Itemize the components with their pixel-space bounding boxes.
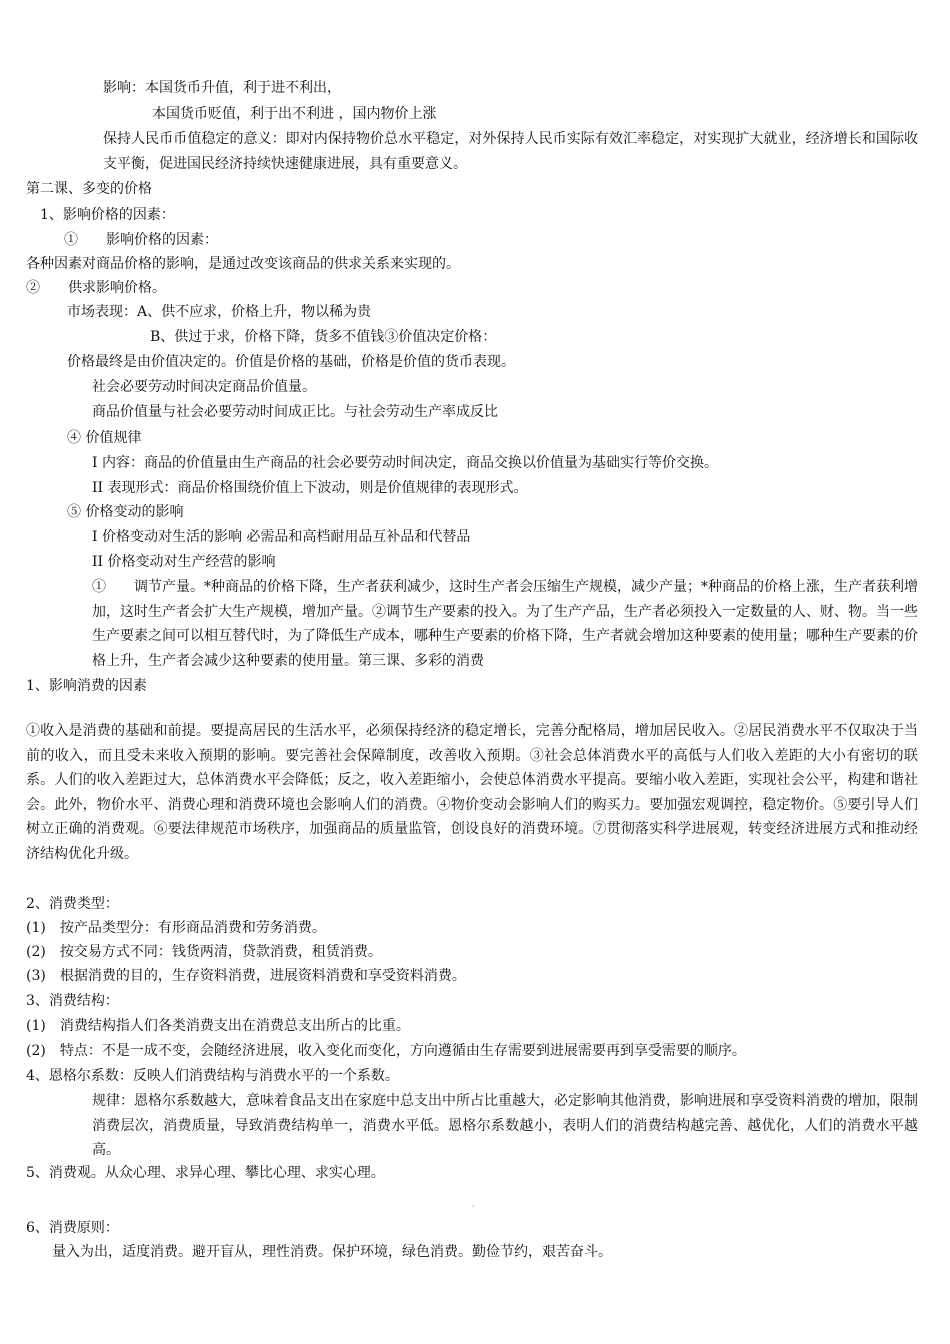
subheading: 4、恩格尔系数：反映人们消费结构与消费水平的一个系数。 [26,1068,399,1084]
text-line: 市场表现：A、供不应求，价格上升，物以稀为贵 [67,304,372,320]
list-item: (2) 按交易方式不同：钱货两清，贷款消费，租赁消费。 [26,944,382,960]
subheading: 1、影响消费的因素 [26,678,147,694]
text-line: I 价格变动对生活的影响 必需品和高档耐用品互补品和代替品 [92,529,471,545]
text-line: 各种因素对商品价格的影响，是通过改变该商品的供求关系来实现的。 [26,256,460,272]
paragraph: 规律：恩格尔系数越大，意味着食品支出在家庭中总支出中所占比重越大，必定影响其他消费，影响进展和享受资料消费的增加，限制消费层次，消费质量，导致消费结构单一，消费水平低。恩格尔系数越小，表明人们的消费结构越完善、越优化，人们的消费水平越高。 [92,1093,918,1158]
page-dot-mark: · [472,1202,475,1211]
subheading: 1、影响价格的因素： [40,207,175,223]
subheading: 5、消费观。从众心理、求异心理、攀比心理、求实心理。 [26,1165,385,1181]
text-line: II 表现形式：商品价格围绕价值上下波动，则是价值规律的表现形式。 [92,480,528,496]
subheading: ④ 价值规律 [67,430,142,446]
paragraph: ①收入是消费的基础和前提。要提高居民的生活水平，必须保持经济的稳定增长，完善分配格局，增加居民收入。②居民消费水平不仅取决于当前的收入，而且受未来收入预期的影响。要完善社会保障制度，改善收入预期。③社会总体消费水平的高低与人们收入差距的大小有密切的联系。人们的收入差距过大，总体消费水平会降低；反之，收入差距缩小，会使总体消费水平提高。要缩小收入差距，实现社会公平，构建和谐社会。此外，物价水平、消费心理和消费环境也会影响人们的消费。④物价变动会影响人们的购买力。要加强宏观调控，稳定物价。⑤要引导人们树立正确的消费观。⑥要法律规范市场秩序，加强商品的质量监管，创设良好的消费环境。⑦贯彻落实科学进展观，转变经济进展方式和推动经济结构优化升级。 [26,723,918,862]
text-line: 影响：本国货币升值，利于进不利出， [103,80,341,96]
subheading: 3、消费结构： [26,993,119,1009]
text-line: 商品价值量与社会必要劳动时间成正比。与社会劳动生产率成反比 [92,404,498,420]
text-line: ① 影响价格的因素： [64,232,218,248]
subheading: ⑤ 价格变动的影响 [67,504,184,520]
text-line: II 价格变动对生产经营的影响 [92,554,276,570]
text-line: ② 供求影响价格。 [26,280,166,296]
text-line: 本国货币贬值，利于出不利进 ，国内物价上涨 [152,106,437,122]
text-line: 量入为出，适度消费。避开盲从，理性消费。保护环境，绿色消费。勤俭节约，艰苦奋斗。 [52,1244,612,1260]
list-item: (1) 消费结构指人们各类消费支出在消费总支出所占的比重。 [26,1018,410,1034]
text-line: I 内容：商品的价值量由生产商品的社会必要劳动时间决定，商品交换以价值量为基础实行等价交换。 [92,455,718,471]
list-item: (2) 特点：不是一成不变，会随经济进展，收入变化而变化，方向遵循由生存需要到进展需要再到享受需要的顺序。 [26,1043,746,1059]
list-item: (1) 按产品类型分：有形商品消费和劳务消费。 [26,920,326,936]
paragraph: ① 调节产量。*种商品的价格下降，生产者获利减少，这时生产者会压缩生产规模，减少产量；*种商品的价格上涨，生产者获利增加，这时生产者会扩大生产规模，增加产量。②调节生产要素的投入。为了生产产品，生产者必须投入一定数量的人、财、物。当一些生产要素之间可以相互替代时，为了降低生产成本，哪种生产要素的价格下降，生产者就会增加这种要素的使用量；哪种生产要素的价格上升，生产者会减少这种要素的使用量。第三课、多彩的消费 [92,579,918,669]
paragraph: 保持人民币币值稳定的意义：即对内保持物价总水平稳定，对外保持人民币实际有效汇率稳定，对实现扩大就业，经济增长和国际收支平衡，促进国民经济持续快速健康进展，具有重要意义。 [103,131,918,172]
section-heading: 第二课、多变的价格 [26,181,152,197]
text-line: 价格最终是由价值决定的。价值是价格的基础，价格是价值的货币表现。 [67,354,515,370]
text-line: B、供过于求，价格下降，货多不值钱③价值决定价格： [150,329,497,345]
list-item: (3) 根据消费的目的，生存资料消费，进展资料消费和享受资料消费。 [26,968,466,984]
subheading: 2、消费类型： [26,896,119,912]
subheading: 6、消费原则： [26,1220,119,1236]
text-line: 社会必要劳动时间决定商品价值量。 [92,379,316,395]
